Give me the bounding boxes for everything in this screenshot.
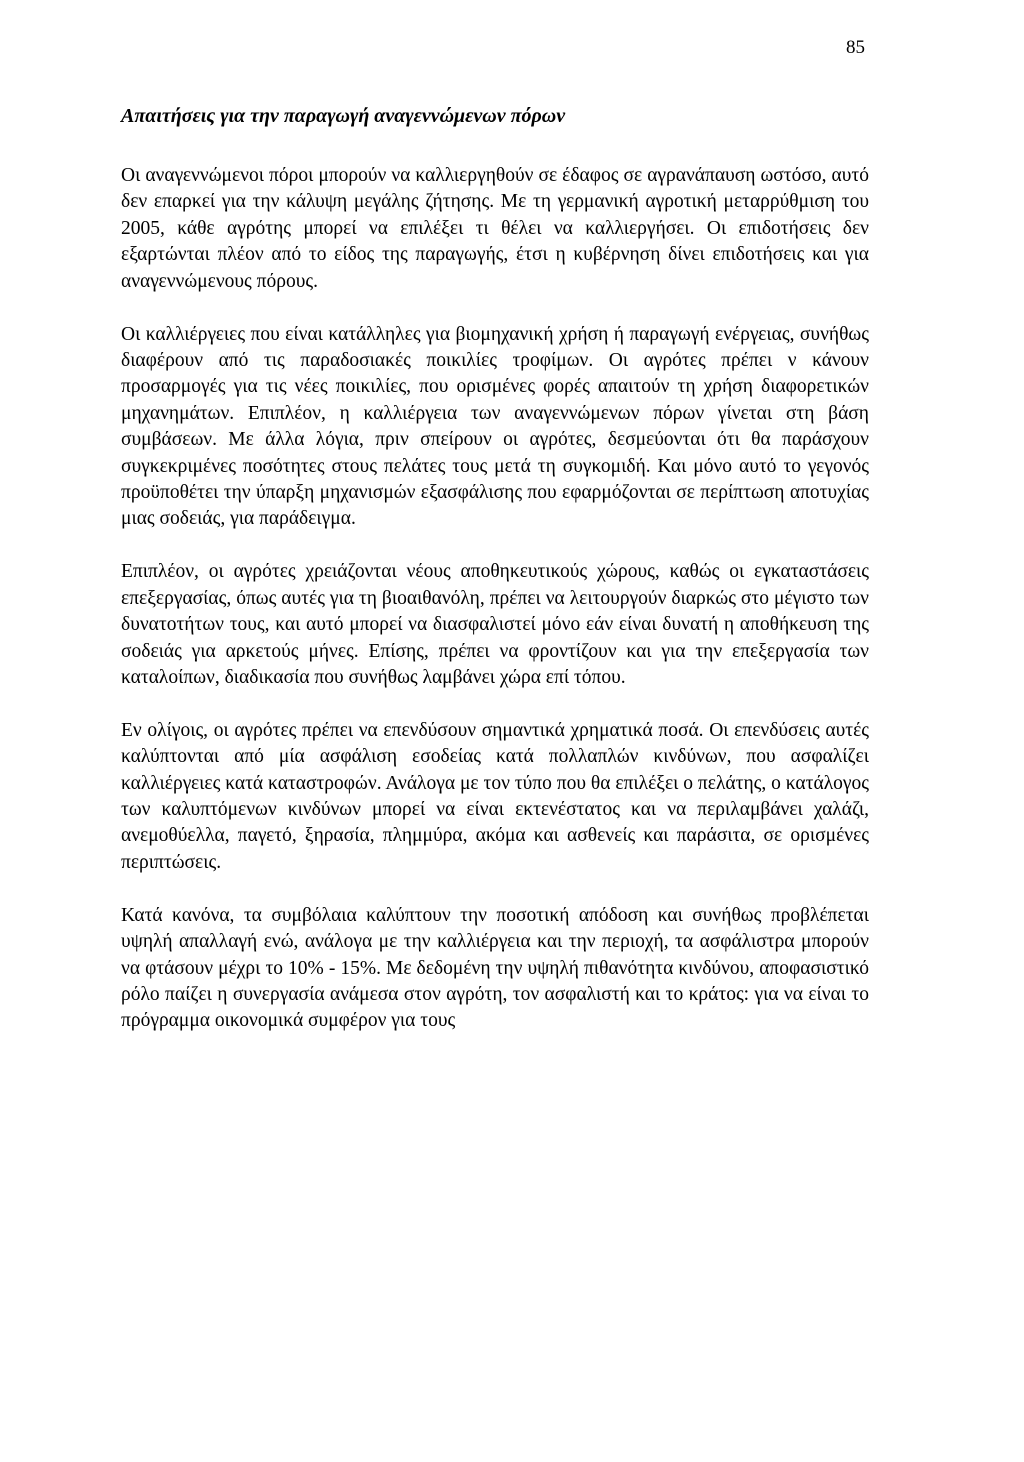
page-content xyxy=(121,103,869,1061)
paragraph-1: Οι αναγεννώμενοι πόροι μπορούν να καλλιεργηθούν σε έδαφος σε αγρανάπαυση ωστόσο, αυτό δεν επαρκεί για την κάλυψη μεγάλης ζήτησης. Με τη γερμανική αγροτική μεταρρύθμιση του 2005, κάθε αγρότης μπορεί να επιλέξει τι θέλει να καλλιεργήσει. Οι επιδοτήσεις δεν εξαρτώνται πλέον από το είδος της παραγωγής, έτσι η κυβέρνηση δίνει επιδοτήσεις και για αναγεννώμενους πόρους. xyxy=(121,165,869,292)
paragraph-5: Κατά κανόνα, τα συμβόλαια καλύπτουν την ποσοτική απόδοση και συνήθως προβλέπεται υψηλή απαλλαγή ενώ, ανάλογα με την καλλιέργεια και την περιοχή, τα ασφάλιστρα μπορούν να φτάσουν μέχρι το 10% - 15%. Με δεδομένη την υψηλή πιθανότητα κινδύνου, αποφασιστικό ρόλο παίζει η συνεργασία ανάμεσα στον αγρότη, τον ασφαλιστή και το κράτος: για να είναι το πρόγραμμα οικονομικά συμφέρον για τους xyxy=(121,904,869,1032)
section-heading: Απαιτήσεις για την παραγωγή αναγεννώμενων πόρων xyxy=(121,105,566,127)
paragraph-4: Εν ολίγοις, οι αγρότες πρέπει να επενδύσουν σημαντικά χρηματικά ποσά. Οι επενδύσεις αυτές καλύπτονται από μία ασφάλιση εσοδείας κατά πολλαπλών κινδύνων, που ασφαλίζει καλλιέργειες κατά καταστροφών. Ανάλογα με τον τύπο που θα επιλέξει ο πελάτης, ο κατάλογος των καλυπτόμενων κινδύνων μπορεί να είναι εκτενέστατος και να περιλαμβάνει χαλάζι, ανεμοθύελλα, παγετό, ξηρασία, πλημμύρα, ακόμα και ασθενείς και παράσιτα, σε ορισμένες περιπτώσεις. xyxy=(121,719,869,873)
paragraph-3: Επιπλέον, οι αγρότες χρειάζονται νέους αποθηκευτικούς χώρους, καθώς οι εγκαταστάσεις επεξεργασίας, όπως αυτές για τη βιοαιθανόλη, πρέπει να λειτουργούν διαρκώς στο μέγιστο των δυνατοτήτων τους, και αυτό μπορεί να διασφαλιστεί μόνο εάν είναι δυνατή η αποθήκευση της σοδειάς για αρκετούς μήνες. Επίσης, πρέπει να φροντίζουν και για την επεξεργασία των καταλοίπων, διαδικασία που συνήθως λαμβάνει χώρα επί τόπου. xyxy=(121,561,869,688)
page-number: 85 xyxy=(846,37,865,58)
paragraph-2: Οι καλλιέργειες που είναι κατάλληλες για βιομηχανική χρήση ή παραγωγή ενέργειας, συνήθως διαφέρουν από τις παραδοσιακές ποικιλίες τροφίμων. Οι αγρότες πρέπει ν κάνουν προσαρμογές για τις νέες ποικιλίες, που ορισμένες φορές απαιτούν τη χρήση διαφορετικών μηχανημάτων. Επιπλέον, η καλλιέργεια των αναγεννώμενων πόρων γίνεται στη βάση συμβάσεων. Με άλλα λόγια, πριν σπείρουν οι αγρότες, δεσμεύονται ότι θα παράσχουν συγκεκριμένες ποσότητες στους πελάτες τους μετά τη συγκομιδή. Και μόνο αυτό το γεγονός προϋποθέτει την ύπαρξη μηχανισμών εξασφάλισης που εφαρμόζονται σε περίπτωση αποτυχίας μιας σοδειάς, για παράδειγμα. xyxy=(121,323,869,530)
